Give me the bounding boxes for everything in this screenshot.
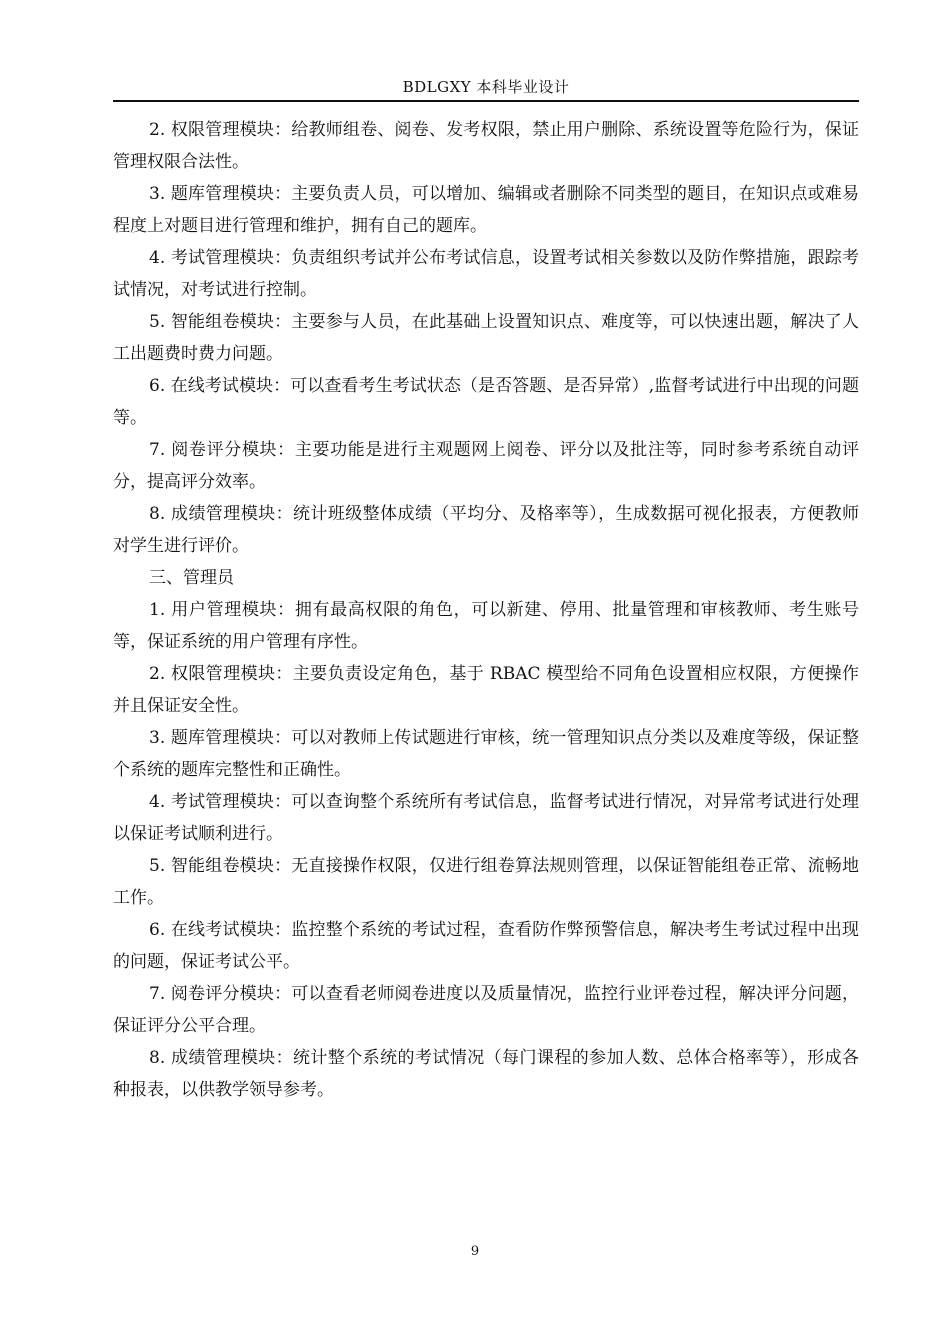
paragraph-admin-grading: 7. 阅卷评分模块：可以查看老师阅卷进度以及质量情况，监控行业评卷过程，解决评分问题，保证评分公平合理。: [113, 984, 859, 1036]
paragraph-admin-exam-management: 4. 考试管理模块：可以查询整个系统所有考试信息，监督考试进行情况，对异常考试进行处理以保证考试顺利进行。: [113, 792, 859, 844]
page-number: 9: [470, 1244, 480, 1259]
paragraph-admin-online-exam: 6. 在线考试模块：监控整个系统的考试过程，查看防作弊预警信息，解决考生考试过程中出现的问题，保证考试公平。: [113, 920, 859, 972]
paragraph-teacher-online-exam: 6. 在线考试模块：可以查看考生考试状态（是否答题、是否异常）,监督考试进行中出现的问题等。: [113, 376, 859, 428]
paragraph-teacher-score-management: 8. 成绩管理模块：统计班级整体成绩（平均分、及格率等），生成数据可视化报表，方便教师对学生进行评价。: [113, 504, 859, 556]
paragraph-admin-score-management: 8. 成绩管理模块：统计整个系统的考试情况（每门课程的参加人数、总体合格率等），形成各种报表，以供教学领导参考。: [113, 1048, 859, 1100]
paragraph-admin-user-management: 1. 用户管理模块：拥有最高权限的角色，可以新建、停用、批量管理和审核教师、考生账号等，保证系统的用户管理有序性。: [113, 600, 859, 652]
paragraph-teacher-permission: 2. 权限管理模块：给教师组卷、阅卷、发考权限，禁止用户删除、系统设置等危险行为，保证管理权限合法性。: [113, 120, 859, 172]
paragraph-teacher-smart-paper: 5. 智能组卷模块：主要参与人员，在此基础上设置知识点、难度等，可以快速出题，解决了人工出题费时费力问题。: [113, 312, 859, 364]
paragraph-teacher-exam-management: 4. 考试管理模块：负责组织考试并公布考试信息，设置考试相关参数以及防作弊措施，跟踪考试情况，对考试进行控制。: [113, 248, 859, 300]
paragraph-teacher-grading: 7. 阅卷评分模块：主要功能是进行主观题网上阅卷、评分以及批注等，同时参考系统自动评分，提高评分效率。: [113, 440, 859, 492]
header-divider: [113, 100, 859, 102]
paragraph-admin-permission: 2. 权限管理模块：主要负责设定角色，基于 RBAC 模型给不同角色设置相应权限，方便操作并且保证安全性。: [113, 664, 859, 716]
page-header: BDLGXY 本科毕业设计: [402, 78, 570, 96]
section-heading-admin: 三、管理员: [149, 568, 234, 588]
paragraph-admin-smart-paper: 5. 智能组卷模块：无直接操作权限，仅进行组卷算法规则管理，以保证智能组卷正常、流畅地工作。: [113, 856, 859, 908]
paragraph-teacher-question-bank: 3. 题库管理模块：主要负责人员，可以增加、编辑或者删除不同类型的题目，在知识点或难易程度上对题目进行管理和维护，拥有自己的题库。: [113, 184, 859, 236]
paragraph-admin-question-bank: 3. 题库管理模块：可以对教师上传试题进行审核，统一管理知识点分类以及难度等级，保证整个系统的题库完整性和正确性。: [113, 728, 859, 780]
document-body: [113, 114, 859, 1106]
